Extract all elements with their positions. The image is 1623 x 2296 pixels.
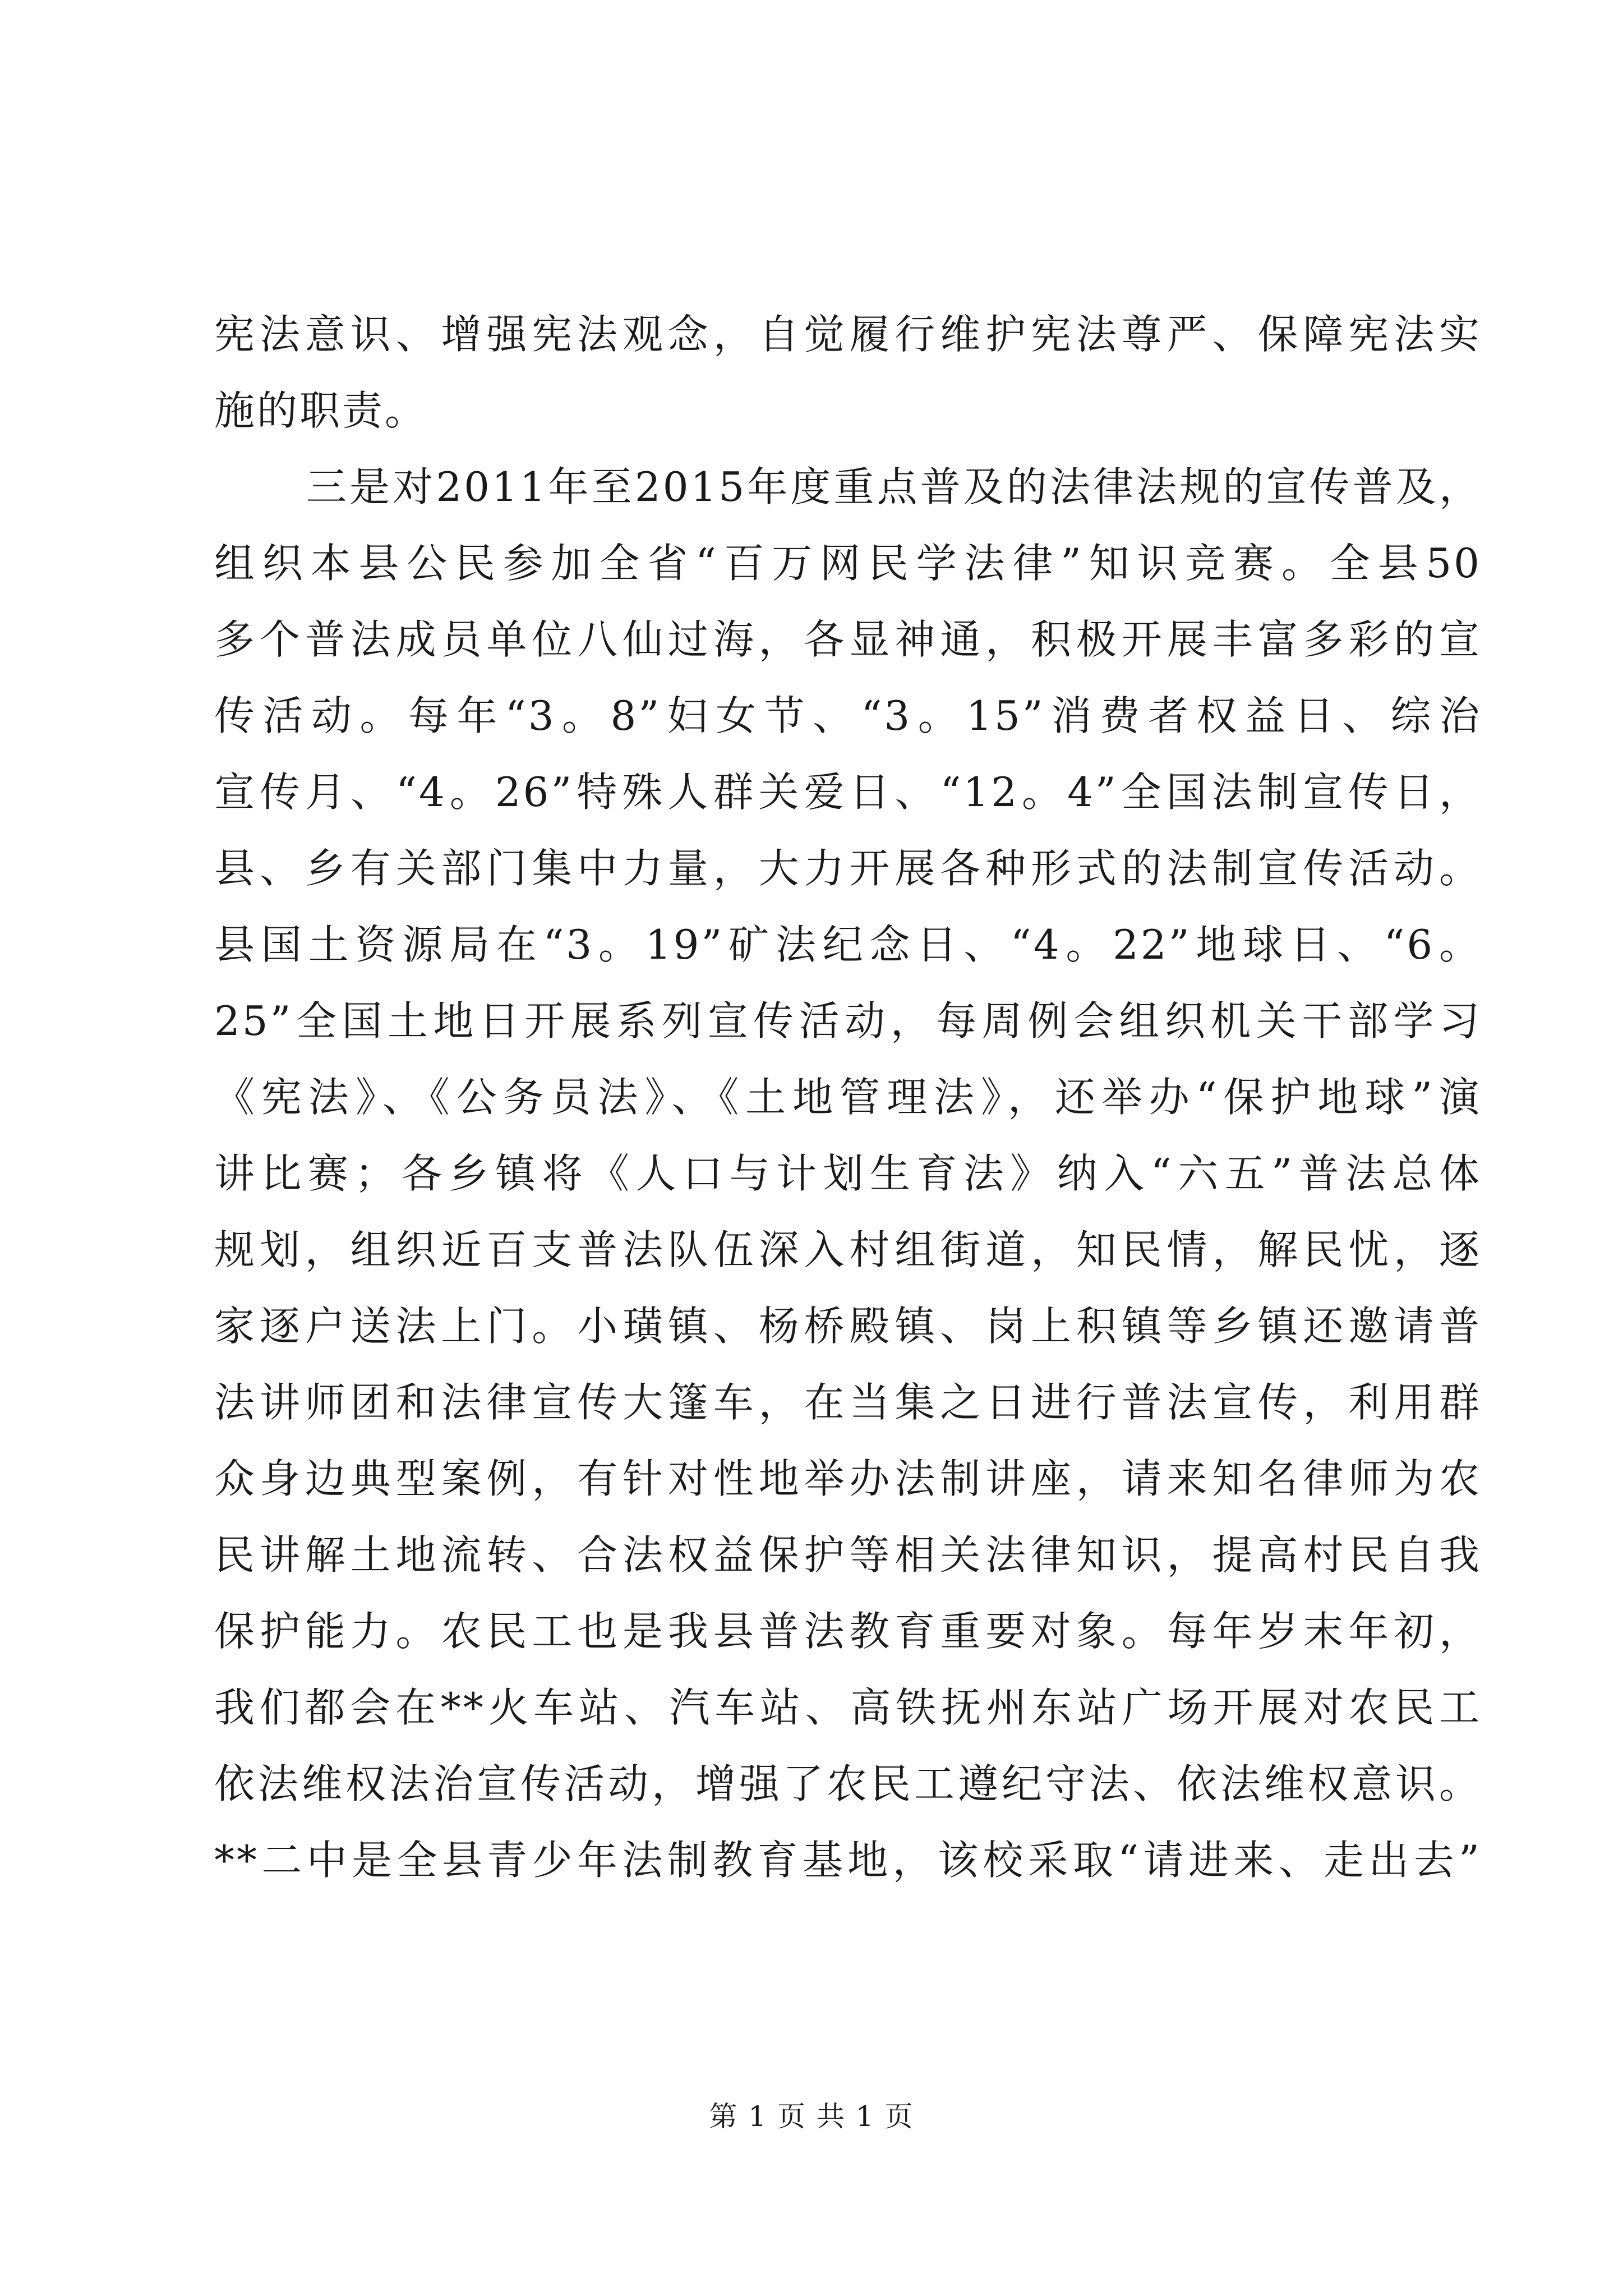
text-line: 众身边典型案例，有针对性地举办法制讲座，请来知名律师为农 xyxy=(214,1455,1482,1502)
text-line: 县国土资源局在“3。19”矿法纪念日、“4。22”地球日、“6。 xyxy=(214,921,1482,968)
text-line: 多个普法成员单位八仙过海，各显神通，积极开展丰富多彩的宣 xyxy=(214,616,1482,663)
text-line: 《宪法》、《公务员法》、《土地管理法》，还举办“保护地球”演 xyxy=(214,1074,1482,1121)
text-line: 规划，组织近百支普法队伍深入村组街道，知民情，解民忧，逐 xyxy=(214,1226,1482,1273)
paragraph-first-line: 三是对2011年至2015年度重点普及的法律法规的宣传普及， xyxy=(306,463,1482,510)
body-text xyxy=(214,296,1482,1898)
text-line: 宣传月、“4。26”特殊人群关爱日、“12。4”全国法制宣传日， xyxy=(214,769,1482,816)
text-line: 法讲师团和法律宣传大篷车，在当集之日进行普法宣传，利用群 xyxy=(214,1379,1482,1426)
text-line: 施的职责。 xyxy=(214,387,428,434)
text-line: 25”全国土地日开展系列宣传活动，每周例会组织机关干部学习 xyxy=(214,997,1482,1045)
text-line: 县、乡有关部门集中力量，大力开展各种形式的法制宣传活动。 xyxy=(214,845,1482,892)
text-line: 讲比赛；各乡镇将《人口与计划生育法》纳入“六五”普法总体 xyxy=(214,1150,1482,1197)
text-line: 家逐户送法上门。小璜镇、杨桥殿镇、岗上积镇等乡镇还邀请普 xyxy=(214,1303,1482,1350)
text-line: 宪法意识、增强宪法观念，自觉履行维护宪法尊严、保障宪法实 xyxy=(214,311,1482,358)
page-footer: 第 1 页 共 1 页 xyxy=(709,2100,914,2133)
text-line: 传活动。每年“3。8”妇女节、“3。15”消费者权益日、综治 xyxy=(214,692,1482,739)
text-line: 我们都会在**火车站、汽车站、高铁抚州东站广场开展对农民工 xyxy=(214,1684,1482,1731)
text-line: 依法维权法治宣传活动，增强了农民工遵纪守法、依法维权意识。 xyxy=(214,1760,1482,1807)
text-line: 民讲解土地流转、合法权益保护等相关法律知识，提高村民自我 xyxy=(214,1531,1482,1579)
text-line: 组织本县公民参加全省“百万网民学法律”知识竞赛。全县50 xyxy=(214,540,1482,587)
text-line: **二中是全县青少年法制教育基地，该校采取“请进来、走出去” xyxy=(214,1837,1482,1884)
text-line: 保护能力。农民工也是我县普法教育重要对象。每年岁末年初， xyxy=(214,1608,1482,1655)
